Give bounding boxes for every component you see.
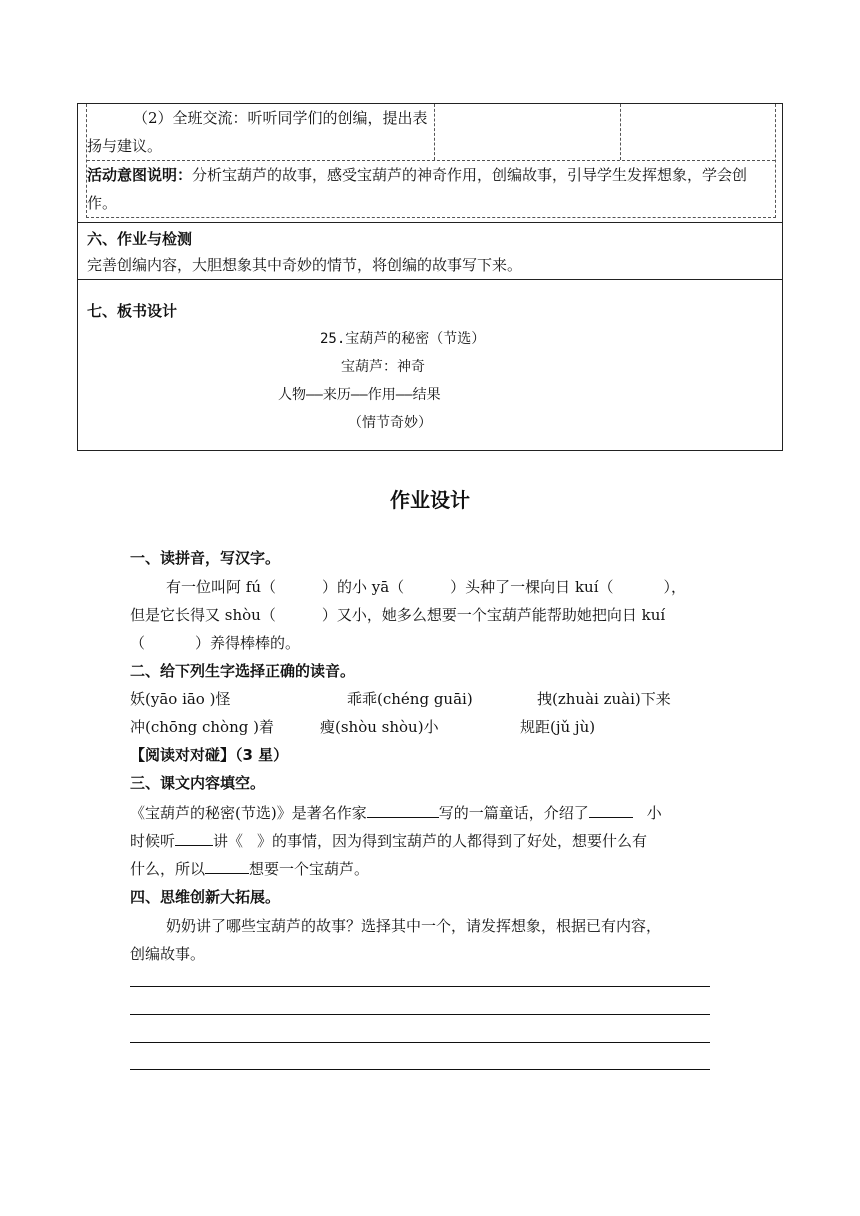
empty-cell — [621, 104, 775, 160]
board-line-2: 宝葫芦：神奇 — [341, 359, 425, 375]
question-1-heading: 一、读拼音，写汉字。 — [130, 549, 281, 567]
answer-line[interactable] — [130, 1014, 710, 1015]
intent-text: 分析宝葫芦的故事，感受宝葫芦的神奇作用，创编故事，引导学生发挥想象，学会创作。 — [87, 166, 748, 212]
answer-line[interactable] — [130, 1069, 710, 1070]
question-4-line-2: 创编故事。 — [130, 945, 206, 963]
section-6-heading: 六、作业与检测 — [87, 230, 193, 248]
fill-blank[interactable] — [205, 857, 249, 874]
lesson-plan-table — [77, 103, 783, 451]
fill-blank[interactable] — [175, 829, 213, 846]
activity-text: （2）全班交流：听听同学们的创编，提出表扬与建议。 — [87, 109, 428, 155]
board-line-3: 人物——来历——作用——结果 — [278, 387, 441, 403]
pinyin-choice-5: 瘦(shòu shòu)小 — [320, 718, 439, 736]
activity-row — [87, 104, 775, 161]
question-1-line-3: （ ）养得棒棒的。 — [130, 634, 301, 652]
empty-cell — [435, 104, 621, 160]
fill-blank[interactable] — [367, 801, 439, 818]
section-7-heading: 七、板书设计 — [87, 302, 178, 320]
question-3-line-1: 《宝葫芦的秘密(节选)》是著名作家 写的一篇童话，介绍了 小 — [130, 801, 662, 823]
answer-line[interactable] — [130, 986, 710, 987]
pinyin-choice-6: 规距(jǔ jù) — [520, 718, 596, 736]
question-3-line-3: 什么，所以 想要一个宝葫芦。 — [130, 857, 369, 879]
activity-cell — [87, 104, 435, 160]
intent-label: 活动意图说明： — [87, 166, 193, 184]
answer-line[interactable] — [130, 1042, 710, 1043]
pinyin-choice-1: 妖(yāo iāo )怪 — [130, 690, 231, 708]
activity-box — [86, 104, 776, 218]
question-4-heading: 四、思维创新大拓展。 — [130, 888, 281, 906]
homework-check-section — [78, 222, 782, 280]
pinyin-choice-2: 乖乖(chéng guāi) — [347, 690, 473, 708]
intent-row — [87, 161, 775, 218]
question-1-line-2: 但是它长得又 shòu（ ）又小，她多么想要一个宝葫芦能帮助她把向日 kuí — [130, 606, 666, 624]
homework-title: 作业设计 — [390, 488, 470, 512]
question-2-heading: 二、给下列生字选择正确的读音。 — [130, 662, 356, 680]
question-1-line-1: 有一位叫阿 fú（ ）的小 yā（ ）头种了一棵向日 kuí（ ）， — [166, 578, 687, 596]
section-6-body: 完善创编内容，大胆想象其中奇妙的情节，将创编的故事写下来。 — [87, 256, 523, 274]
pinyin-choice-4: 冲(chōng chòng )着 — [130, 718, 274, 736]
question-3-line-2: 时候听 讲《 》的事情，因为得到宝葫芦的人都得到了好处，想要什么有 — [130, 829, 647, 851]
pinyin-choice-3: 拽(zhuài zuài)下来 — [537, 690, 671, 708]
question-4-line-1: 奶奶讲了哪些宝葫芦的故事？选择其中一个，请发挥想象，根据已有内容， — [166, 917, 662, 935]
fill-blank[interactable] — [589, 801, 633, 818]
board-line-1: 25.宝葫芦的秘密（节选） — [320, 331, 486, 347]
question-3-heading: 三、课文内容填空。 — [130, 774, 266, 792]
board-line-4: （情节奇妙） — [348, 415, 432, 431]
reading-section-tag: 【阅读对对碰】（3 星） — [130, 746, 289, 764]
